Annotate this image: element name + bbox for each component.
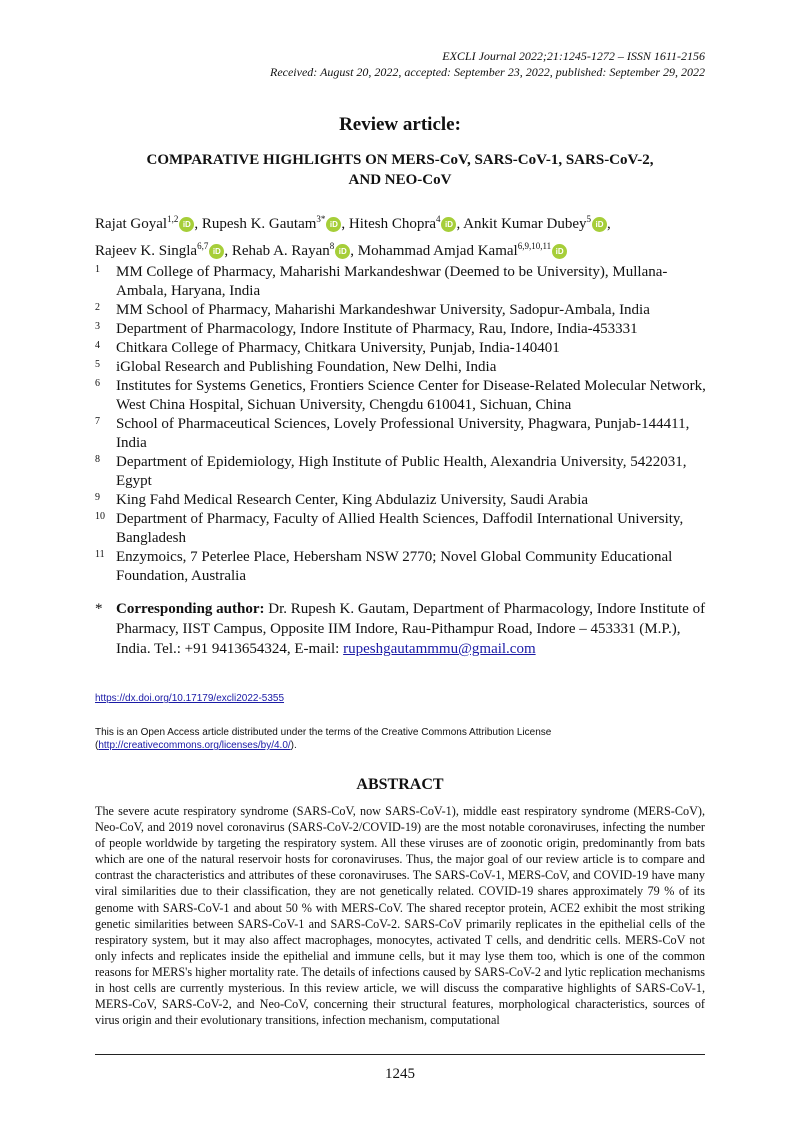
author-separator: , [341,216,349,232]
author-affiliation-sup: 6,7 [197,241,209,251]
affiliation-number: 1 [95,264,100,275]
author-name: Rupesh K. Gautam [201,216,317,232]
publication-dates-line: Received: August 20, 2022, accepted: September 23, 2022, published: September 29, 2022 [270,65,705,79]
affiliation-number: 6 [95,378,100,389]
author-separator: , [224,243,232,259]
corresponding-label: Corresponding author: [116,601,265,617]
affiliation-item [95,491,715,510]
open-access-notice [95,726,715,752]
affiliation-text: Department of Epidemiology, High Institute of Public Health, Alexandria University, 5422031, Egypt [116,454,687,489]
abstract-heading: ABSTRACT [356,776,444,793]
affiliation-item [95,339,715,358]
doi-link[interactable]: https://dx.doi.org/10.17179/excli2022-5355 [95,693,285,704]
affiliation-text: Department of Pharmacology, Indore Institute of Pharmacy, Rau, Indore, India-453331 [116,321,638,337]
affiliation-text: iGlobal Research and Publishing Foundation, New Delhi, India [116,359,497,375]
footer-rule [95,1054,705,1055]
author-list [95,208,715,262]
open-access-text: This is an Open Access article distributed under the terms of the Creative Commons Attribution License [95,727,552,738]
affiliation-number: 4 [95,340,100,351]
page-number: 1245 [385,1066,415,1082]
affiliation-text: King Fahd Medical Research Center, King Abdulaziz University, Saudi Arabia [116,492,589,508]
author-name: Mohammad Amjad Kamal [357,243,518,259]
author [202,216,349,232]
author [463,216,611,232]
affiliation-text: Department of Pharmacy, Faculty of Allied Health Sciences, Daffodil International University, Bangladesh [116,511,684,546]
license-link[interactable]: http://creativecommons.org/licenses/by/4.0/ [98,740,291,751]
affiliation-item [95,453,715,491]
author-separator: , [350,243,358,259]
affiliation-number: 8 [95,454,100,465]
license-paren-close: ). [290,740,297,751]
author-name: Rajeev K. Singla [95,243,198,259]
author [349,216,463,232]
affiliation-item [95,263,715,301]
author-name: Ankit Kumar Dubey [463,216,587,232]
affiliation-text: Enzymoics, 7 Peterlee Place, Hebersham NSW 2770; Novel Global Community Educational Foundation, Australia [116,549,673,584]
orcid-icon[interactable]: iD [209,244,224,259]
author-name: Rehab A. Rayan [231,243,330,259]
author-affiliation-sup: 5 [586,214,591,224]
author [95,216,202,232]
author-name: Rajat Goyal [95,216,168,232]
affiliation-item [95,377,715,415]
affiliation-text: Chitkara College of Pharmacy, Chitkara University, Punjab, India-140401 [116,340,560,356]
author [232,243,358,259]
affiliation-number: 2 [95,302,100,313]
affiliation-item [95,301,715,320]
author-name: Hitesh Chopra [348,216,436,232]
orcid-icon[interactable]: iD [441,217,456,232]
author-affiliation-sup: 3* [316,214,326,224]
orcid-icon[interactable]: iD [179,217,194,232]
affiliation-item [95,548,715,586]
author [358,243,567,259]
author-affiliation-sup: 4 [435,214,441,224]
corresponding-details: Dr. Rupesh K. Gautam, Department of Pharmacology, Indore Institute of Pharmacy, IIST Campus, Opposite IIM Indore, Rau-Pithampur Road, Indore – 453331 (M.P.), India. Tel.: +91 9413654324, E-mail: [116,601,706,657]
article-title [100,150,700,190]
author-affiliation-sup: 8 [329,241,335,251]
affiliation-text: MM College of Pharmacy, Maharishi Markandeshwar (Deemed to be University), Mullana-Ambala, Haryana, India [116,264,668,299]
affiliation-number: 11 [95,549,105,560]
affiliation-list [95,263,715,586]
affiliation-item [95,320,715,339]
license-paren-open: ( [95,740,99,751]
journal-citation-line: EXCLI Journal 2022;21:1245-1272 – ISSN 1611-2156 [442,49,705,63]
license-line [95,739,715,752]
affiliation-number: 5 [95,359,100,370]
orcid-icon[interactable]: iD [592,217,607,232]
affiliation-item [95,415,715,453]
article-title-line-2: AND NEO-CoV [348,172,452,188]
affiliation-text: MM School of Pharmacy, Maharishi Markandeshwar University, Sadopur-Ambala, India [116,302,650,318]
corresponding-author-block [95,599,715,659]
author-affiliation-sup: 6,9,10,11 [517,241,552,251]
article-type-heading: Review article: [339,114,461,135]
affiliation-item [95,358,715,377]
affiliation-item [95,510,715,548]
article-title-line-1: COMPARATIVE HIGHLIGHTS ON MERS-CoV, SARS-CoV-1, SARS-CoV-2, [146,152,654,168]
author-affiliation-sup: 1,2 [167,214,179,224]
author-separator: , [194,216,202,232]
affiliation-number: 9 [95,492,100,503]
affiliation-text: Institutes for Systems Genetics, Frontiers Science Center for Disease-Related Molecular Network, West China Hospital, Sichuan University, Chengdu 610041, Sichuan, China [116,378,706,413]
corresponding-email-link[interactable]: rupeshgautammmu@gmail.com [343,641,536,657]
affiliation-number: 7 [95,416,100,427]
author [95,243,232,259]
orcid-icon[interactable]: iD [335,244,350,259]
author-separator: , [456,216,464,232]
affiliation-number: 3 [95,321,100,332]
abstract-body: The severe acute respiratory syndrome (SARS-CoV, now SARS-CoV-1), middle east respiratory syndrome (MERS-CoV), Neo-CoV, and 2019 novel coronavirus (SARS-CoV-2/COVID-19) are the most notable coronaviruses, infecting the number of people worldwide by targeting the respiratory system. All these viruses are of zoonotic origin, predominantly from bats which are one of the natural reservoir hosts for coronaviruses. Thus, the major goal of our review article is to compare and contrast the characteristics and attributes of these coronaviruses. The SARS-CoV-1, MERS-CoV, and COVID-19 have many viral similarities due to their classification, they are not genetically related. COVID-19 shares approximately 79 % of its genome with SARS-CoV-1 and about 50 % with MERS-CoV. The shared receptor protein, ACE2 exhibit the most striking genetic similarities between SARS-CoV-1 and SARS-CoV-2. SARS-CoV primarily replicates in the epithelial cells of the respiratory system, but it may also affect macrophages, monocytes, activated T cells, and dendritic cells. MERS-CoV not only infects and replicates inside the epithelial and immune cells, but it may lyse them too, which is one of the common reasons for MERS's higher mortality rate. The details of infections caused by SARS-CoV-2 and lytic replication mechanisms in host cells are currently mysterious. In this review article, we will discuss the comparative highlights of SARS-CoV-1, MERS-CoV, SARS-CoV-2, and Neo-CoV, concerning their structural features, morphological characteristics, sources of virus origin and their evolutionary transitions, infection mechanism, computational [95,804,705,1028]
affiliation-number: 10 [95,511,105,522]
orcid-icon[interactable]: iD [552,244,567,259]
corresponding-star: * [95,601,103,617]
affiliation-text: School of Pharmaceutical Sciences, Lovely Professional University, Phagwara, Punjab-144411, India [116,416,690,451]
author-separator: , [606,216,611,232]
orcid-icon[interactable]: iD [326,217,341,232]
